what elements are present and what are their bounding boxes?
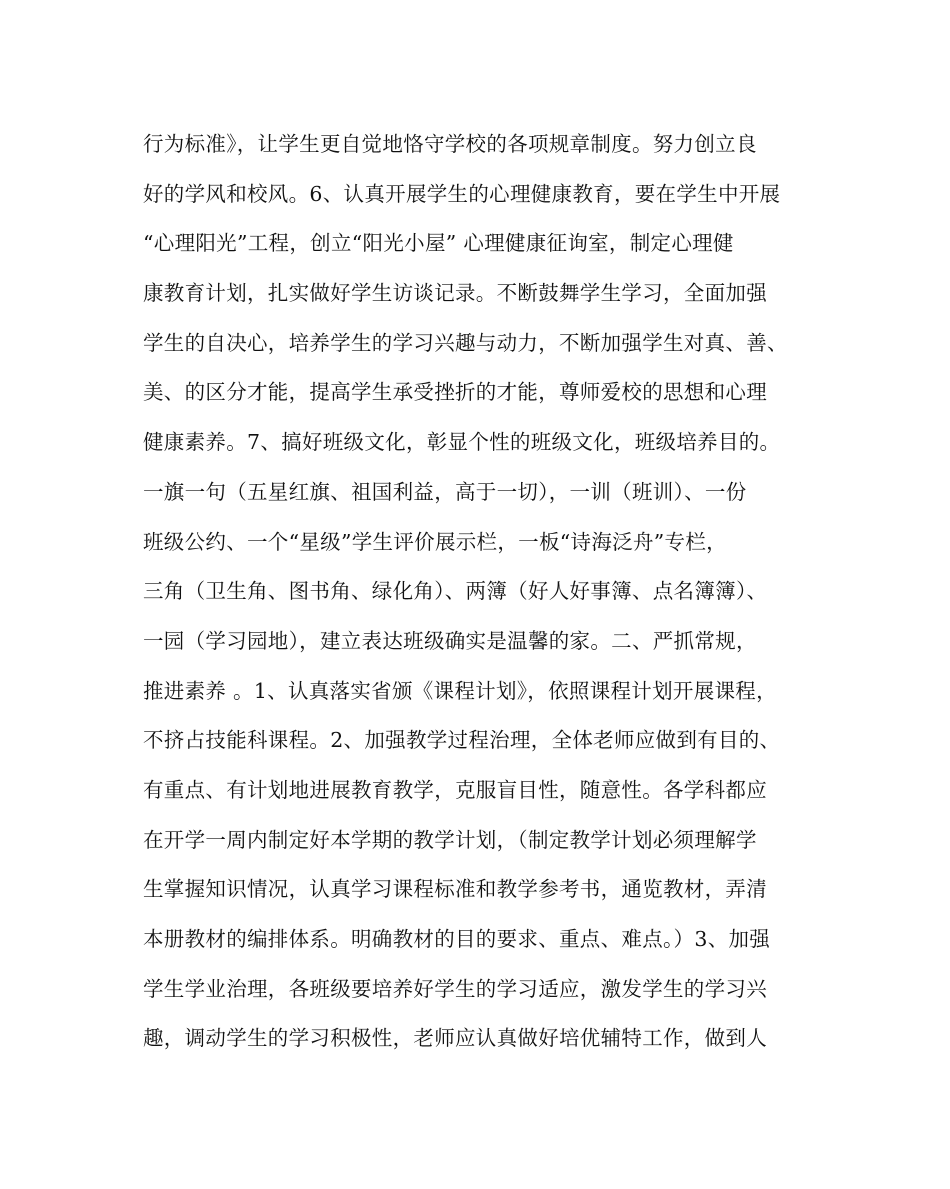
text-line: 不挤占技能科课程。2、加强教学过程治理，全体老师应做到有目的、 — [143, 728, 781, 753]
text-line: 三角（卫生角、图书角、绿化角）、两簿（好人好事簿、点名簿簿）、 — [143, 579, 768, 604]
text-line: 学生的自决心，培养学生的学习兴趣与动力，不断加强学生对真、善、 — [143, 330, 788, 355]
text-line: 生掌握知识情况，认真学习课程标准和教学参考书，通览教材，弄清 — [143, 877, 767, 902]
text-line: 班级公约、一个“星级”学生评价展示栏，一板“诗海泛舟”专栏， — [143, 529, 727, 554]
text-line: “心理阳光”工程，创立“阳光小屋” 心理健康征询室，制定心理健 — [143, 231, 734, 256]
text-line: 康教育计划，扎实做好学生访谈记录。不断鼓舞学生学习，全面加强 — [143, 281, 767, 306]
text-line: 学生学业治理，各班级要培养好学生的学习适应，激发学生的学习兴 — [143, 976, 767, 1001]
text-line: 本册教材的编排体系。明确教材的目的要求、重点、难点。）3、加强 — [143, 927, 771, 951]
text-line: 一园（学习园地），建立表达班级确实是温馨的家。二、严抓常规， — [143, 628, 757, 653]
text-line: 一旗一句（五星红旗、祖国利益，高于一切），一训（班训）、一份 — [143, 479, 747, 504]
text-line: 趣，调动学生的学习积极性，老师应认真做好培优辅特工作，做到人 — [143, 1026, 767, 1051]
text-line: 健康素养。7、搞好班级文化，彰显个性的班级文化，班级培养目的。 — [143, 430, 781, 455]
text-line: 美、的区分才能，提高学生承受挫折的才能，尊师爱校的思想和心理 — [143, 380, 767, 405]
text-line: 在开学一周内制定好本学期的教学计划，（制定教学计划必须理解学 — [143, 827, 757, 852]
text-line: 好的学风和校风。6、认真开展学生的心理健康教育，要在学生中开展 — [143, 181, 781, 206]
document-body — [143, 124, 803, 1058]
text-line: 有重点、有计划地进展教育教学，克服盲目性，随意性。各学科都应 — [143, 777, 767, 802]
text-line: 推进素养 。1、认真落实省颁《课程计划》，依照课程计划开展课程， — [143, 678, 777, 703]
text-line: 行为标准》，让学生更自觉地恪守学校的各项规章制度。努力创立良 — [143, 132, 757, 156]
